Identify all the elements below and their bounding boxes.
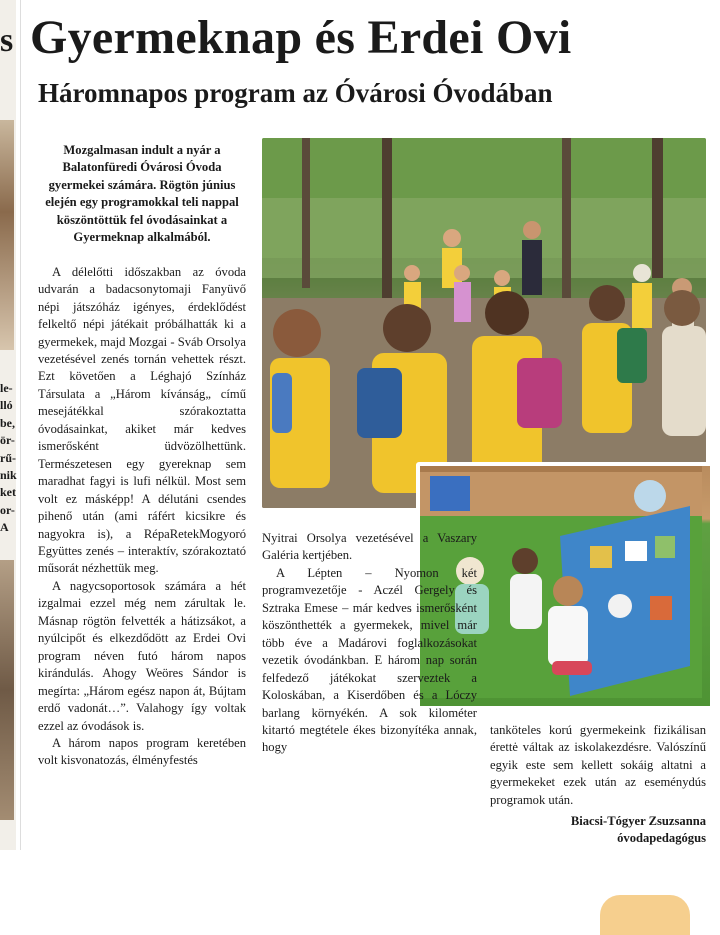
article-column-3 [490, 722, 706, 809]
article-headline: Gyermeknap és Erdei Ovi [30, 11, 572, 64]
article-subheadline: Háromnapos program az Óvárosi Óvodában [38, 78, 553, 108]
author-role: óvodapedagógus [617, 831, 706, 845]
forest-children-photo [262, 138, 706, 508]
article-column-1 [38, 142, 246, 770]
body-paragraph: A három napos program keretében volt kisvonatozás, élményfestés [38, 735, 246, 768]
adjacent-page-photo [0, 120, 14, 350]
body-paragraph: A Lépten – Nyomon két programvezetője - Aczél Gergely és Sztraka Emese – már kedves ismerősként köszönthették a gyermekek, mivel már több éve a Madárovi foglalkozásokat vezetik óvodánkban. E három nap során felfedező játékokat szerveztek a Koloskában, a Kiserdőben és a Lóczy barlang környékén. A sok kilométer kitartó megtétele ékes bizonyítéka annak, hogy [262, 565, 477, 755]
article-column-2 [262, 530, 477, 757]
lead-paragraph: Mozgalmasan indult a nyár a Balatonfüredi Óvárosi Óvoda gyermekei számára. Rögtön június elején egy programokkal teli nappal köszöntöttük fel óvodásainkat a Gyermeknap alkalmából. [45, 143, 239, 245]
adjacent-page-text: le- lló be, ör- rű- nik ket or- A [0, 381, 17, 535]
author-name: Biacsi-Tógyer Zsuzsanna [570, 814, 706, 828]
body-paragraph: A nagycsoportosok számára a hét izgalmai ezzel még nem zárultak le. Másnap rögtön felvették a hátizsákot, a nyúlcipőt és elkezdődött az Erdei Ovi program néven futó három napos kirándulás. Ahogy Weöres Sándor is megírta: „Három egész napon át, Bújtam erdő vadonát…”. Valahogy így voltak ezzel az óvodások is. [38, 578, 246, 733]
column-divider [20, 0, 21, 850]
adjacent-page-letter: s [0, 22, 14, 59]
body-paragraph: tanköteles korú gyermekeink fizikálisan érettė váltak az iskolakezdésre. Valószínű egyik este sem kellett sokáig altatni a gyermekeket ezek után az eseménydús programok után. [490, 723, 706, 807]
body-paragraph: Nyitrai Orsolya vezetésével a Vaszary Galéria kertjében. [262, 531, 477, 563]
adjacent-page-photo [0, 560, 14, 820]
photo-illustration [262, 138, 706, 508]
next-page-edge [600, 895, 690, 935]
body-paragraph: A délelőtti időszakban az óvoda udvarán a badacsonytomaji Fanyüvő népi játszóház igényes, érdeklődést felkeltő népi játékait próbálhatták ki a gyermekek, majd Mozgai - Sváb Orsolya vezetésével zenés tornán vehettek részt. Ezt követően a Léghajó Színház Társulata a „Három kívánság„ című mesejátékkal szórakoztatta óvodásainkat, akiket már kedves ismerősként üdvözölhettünk. Természetesen egy gyereknap sem maradhat fagyi is lufi nélkül. Most sem volt ez másképp! A délutáni csendes pihenő után (ami ráfért kicsikre és nagyokra is), a RépaRetekMogyoró Együttes zenés – interaktív, szórakoztató műsorát nézhettük meg. [38, 264, 246, 576]
